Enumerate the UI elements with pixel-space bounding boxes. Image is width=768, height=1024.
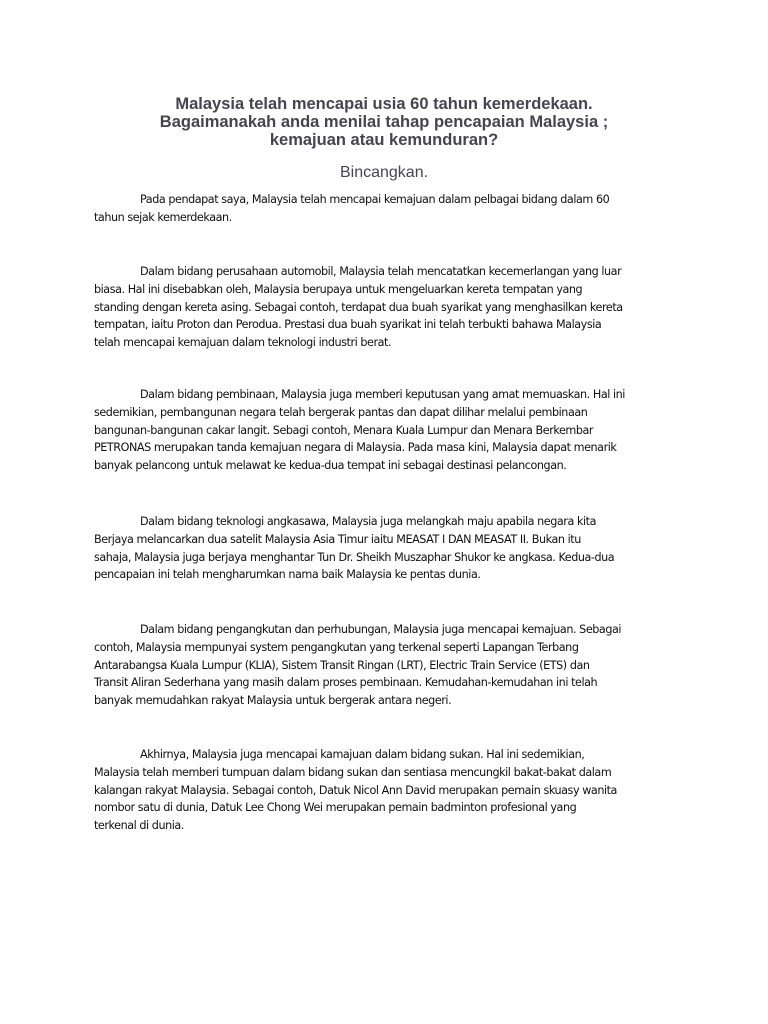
paragraph-line: Dalam bidang pembinaan, Malaysia juga memberi keputusan yang amat memuaskan. Hal ini [140,388,625,401]
paragraph-line: biasa. Hal ini disebabkan oleh, Malaysia berupaya untuk mengeluarkan kereta tempatan yang [94,282,583,296]
paragraph-line: pencapaian ini telah mengharumkan nama baik Malaysia ke pentas dunia. [94,568,481,582]
essay-question [0,95,768,149]
paragraph-line: standing dengan kereta asing. Sebagai contoh, terdapat dua buah syarikat yang menghasilkan kereta [94,300,623,314]
paragraph-line: Transit Aliran Sederhana yang masih dalam proses pembinaan. Kemudahan-kemudahan ini telah [94,676,598,690]
paragraph-construction [94,386,684,475]
paragraph-line: Akhirnya, Malaysia juga mencapai kamajuan dalam bidang sukan. Hal ini sedemikian, [140,748,585,761]
paragraph-line: Dalam bidang perusahaan automobil, Malaysia telah mencatatkan kecemerlangan yang luar [140,265,622,278]
paragraph-line: Malaysia telah memberi tumpuan dalam bidang sukan dan sentiasa mencungkil bakat-bakat dalam [94,765,612,779]
paragraph-sports [94,746,684,835]
question-line: Malaysia telah mencapai usia 60 tahun kemerdekaan. [175,95,593,113]
paragraph-line: telah mencapai kemajuan dalam teknologi industri berat. [94,336,392,350]
paragraph-line: kalangan rakyat Malaysia. Sebagai contoh, Datuk Nicol Ann David merupakan pemain skuasy wanita [94,783,617,797]
paragraph-line: tahun sejak kemerdekaan. [94,210,232,224]
paragraph-line: terkenal di dunia. [94,819,184,833]
essay-instruction: Bincangkan. [339,164,429,181]
paragraph-line: Dalam bidang teknologi angkasawa, Malaysia juga melangkah maju apabila negara kita [140,515,596,528]
paragraph-line: Pada pendapat saya, Malaysia telah mencapai kemajuan dalam pelbagai bidang dalam 60 [140,193,610,206]
paragraph-space-technology [94,513,684,584]
question-line: kemajuan atau kemunduran? [269,131,499,149]
paragraph-line: tempatan, iaitu Proton dan Perodua. Prestasi dua buah syarikat ini telah terbukti bahawa Malaysia [94,318,602,332]
paragraph-line: contoh, Malaysia mempunyai system pengangkutan yang terkenal seperti Lapangan Terbang [94,640,579,654]
paragraph-line: bangunan-bangunan cakar langit. Sebagi contoh, Menara Kuala Lumpur dan Menara Berkembar [94,423,594,437]
paragraph-line: Berjaya melancarkan dua satelit Malaysia Asia Timur iaitu MEASAT I DAN MEASAT II. Bukan itu [94,532,581,546]
paragraph-line: Antarabangsa Kuala Lumpur (KLIA), Sistem Transit Ringan (LRT), Electric Train Service (ETS) dan [94,658,590,672]
paragraph-transport [94,621,684,710]
paragraph-line: sahaja, Malaysia juga berjaya menghantar Tun Dr. Sheikh Muszaphar Shukor ke angkasa. Kedua-dua [94,550,615,564]
paragraph-line: Dalam bidang pengangkutan dan perhubungan, Malaysia juga mencapai kemajuan. Sebagai [140,623,622,636]
question-line: Bagaimanakah anda menilai tahap pencapaian Malaysia ; [159,113,609,131]
paragraph-line: banyak memudahkan rakyat Malaysia untuk bergerak antara negeri. [94,694,452,708]
paragraph-line: PETRONAS merupakan tanda kemajuan negara di Malaysia. Pada masa kini, Malaysia dapat menarik [94,441,617,455]
paragraph-line: sedemikian, pembangunan negara telah bergerak pantas dan dapat dilihar melalui pembinaan [94,405,588,419]
paragraph-automotive [94,263,684,352]
paragraph-line: nombor satu di dunia, Datuk Lee Chong Wei merupakan pemain badminton profesional yang [94,801,577,815]
paragraph-introduction [94,191,684,227]
paragraph-line: banyak pelancong untuk melawat ke kedua-dua tempat ini sebagai destinasi pelancongan. [94,459,567,473]
